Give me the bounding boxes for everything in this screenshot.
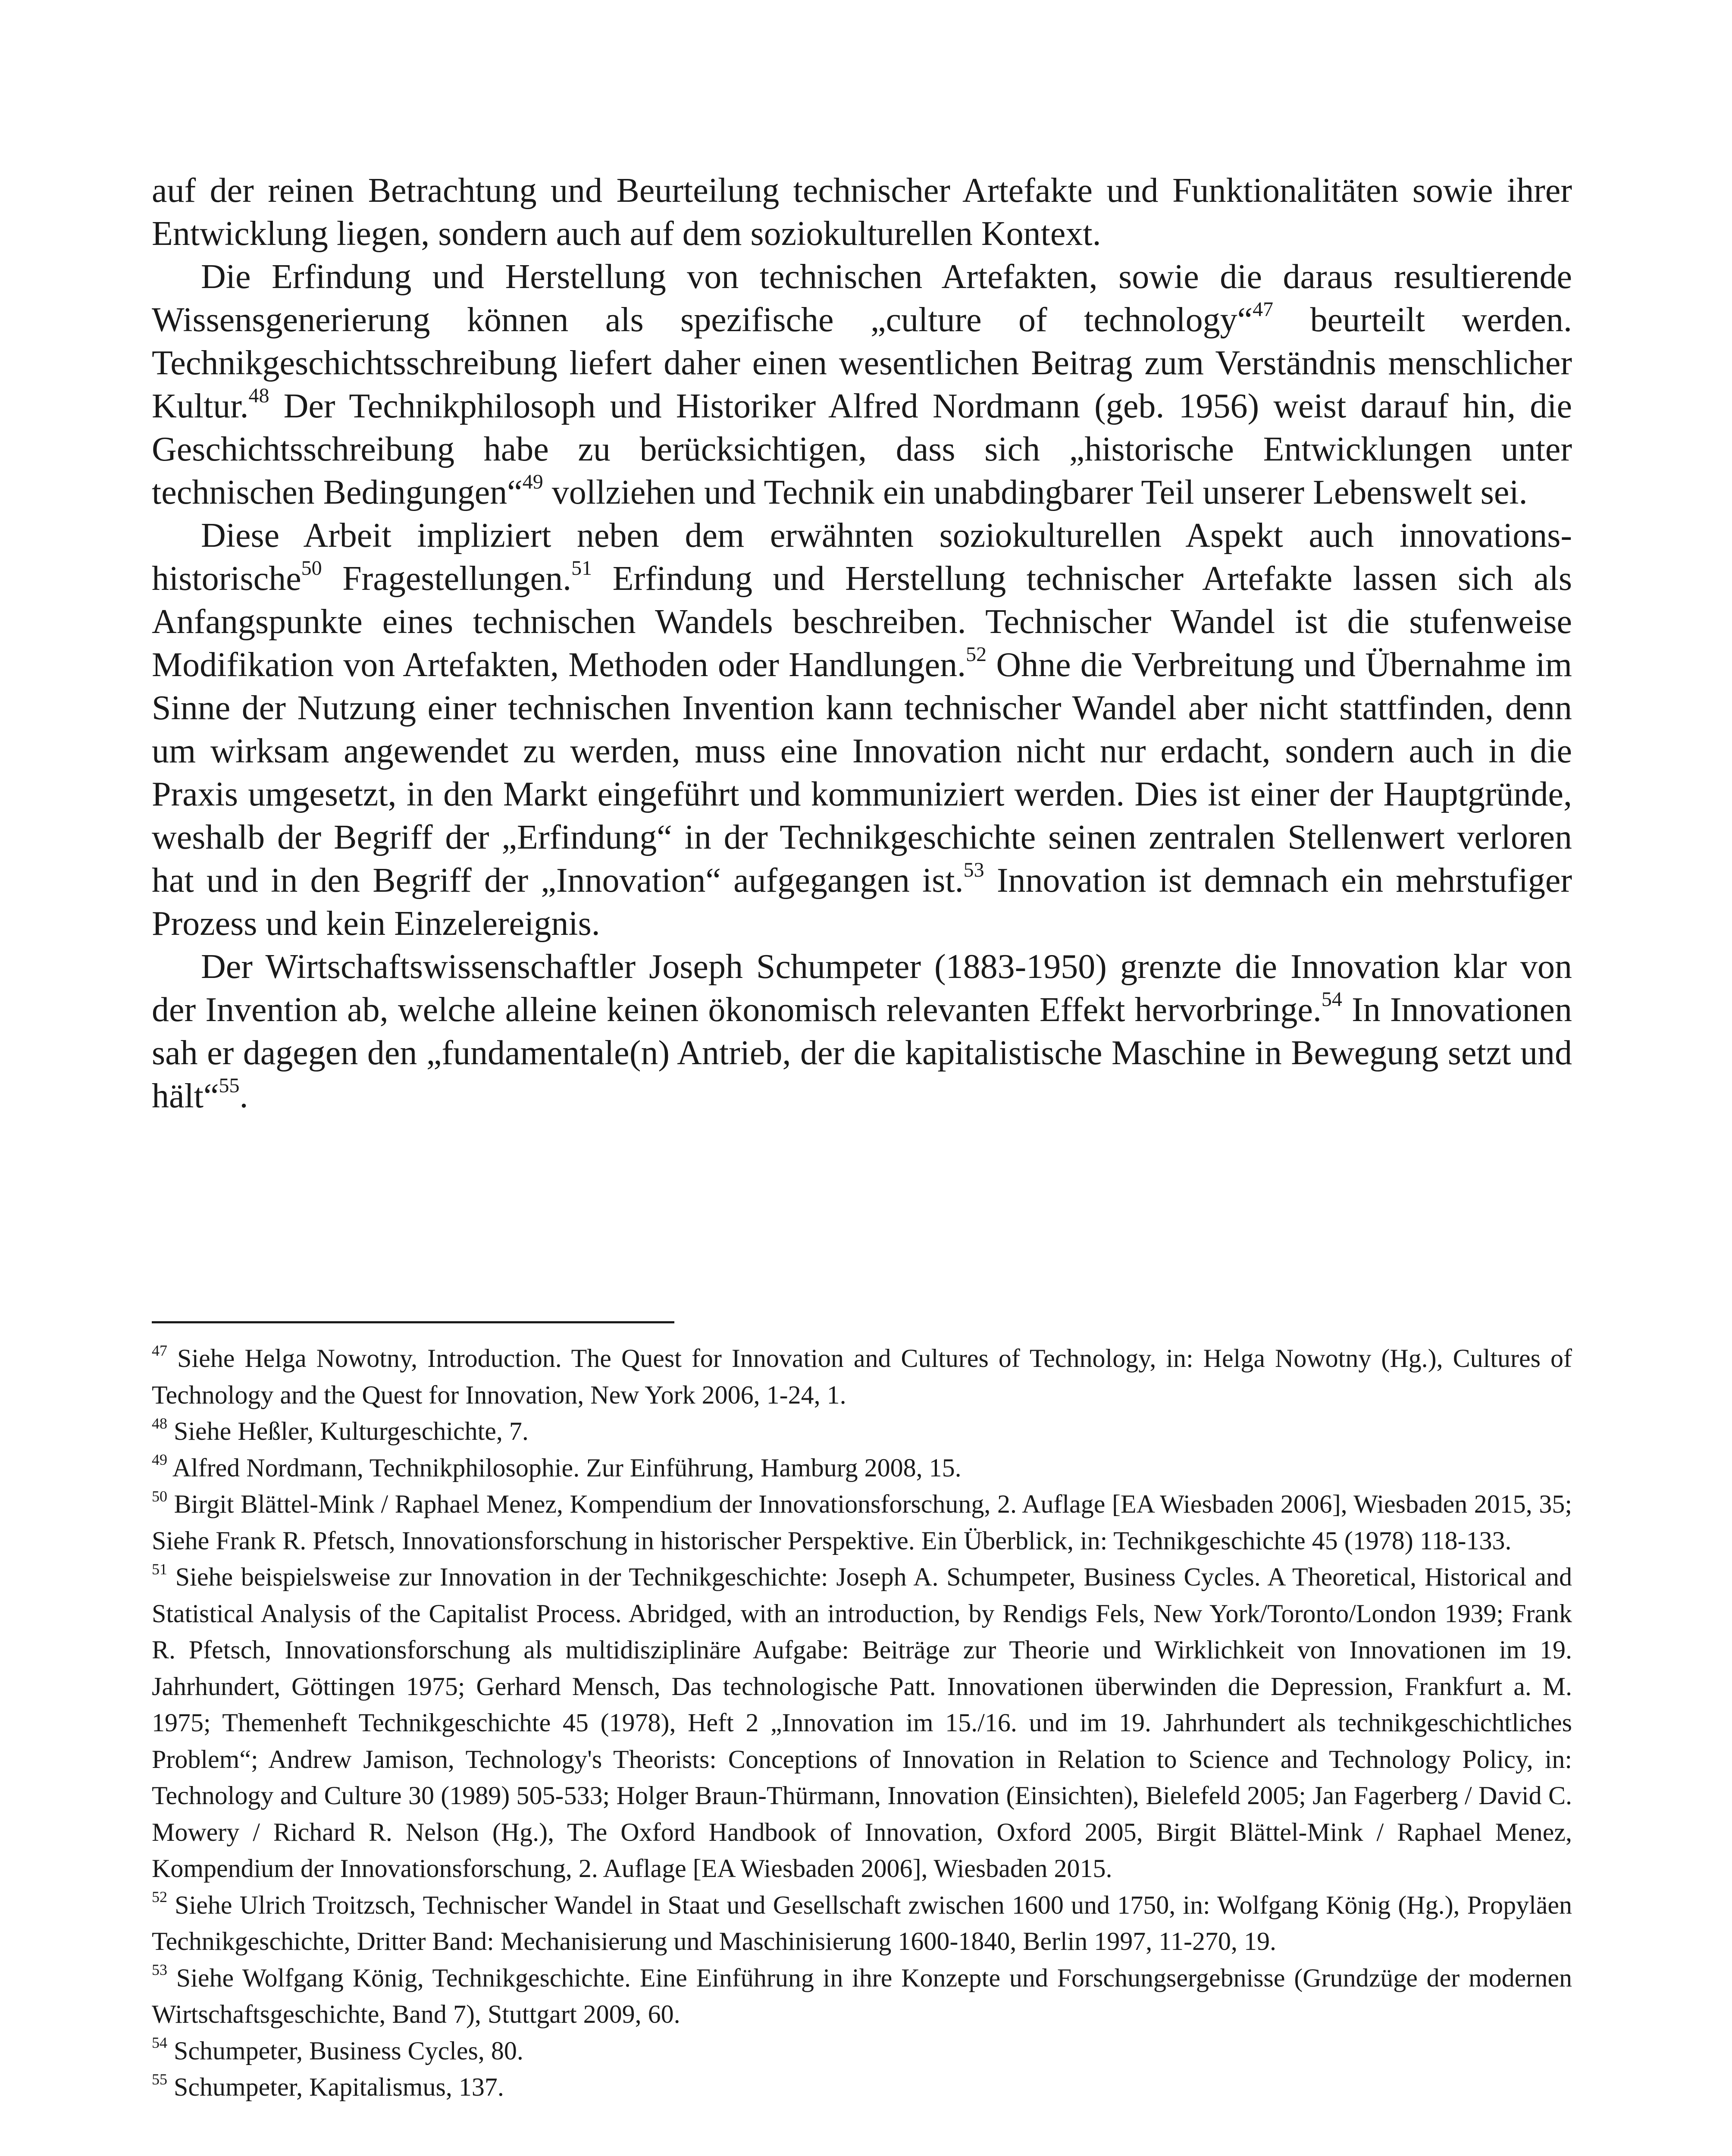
- footnote-text: Siehe Heßler, Kulturgeschichte, 7.: [167, 1417, 529, 1445]
- paragraph-text: Der Technikphilosoph und Historiker Alfred Nordmann (geb. 1956) weist darauf hin, die Geschichtsschreibung habe zu berücksichtigen, dass sich „historische Entwicklungen unter technischen Bedingungen“: [152, 387, 1572, 511]
- footnote-52: [152, 1887, 1572, 1960]
- footnote-50: [152, 1486, 1572, 1559]
- footnote-number: 50: [152, 1487, 167, 1505]
- paragraph-text: Fragestellungen.: [322, 560, 572, 598]
- footnote-number: 54: [152, 2034, 167, 2052]
- paragraph-text: .: [239, 1077, 248, 1115]
- footnote-number: 53: [152, 1961, 167, 1979]
- paragraph-2: [152, 255, 1572, 514]
- footnote-number: 47: [152, 1341, 167, 1359]
- paragraph-1: [152, 169, 1572, 255]
- paragraph-text: Erfindung und Herstellung technischer Artefakte lassen sich als Anfangspunkte eines technischen Wandels beschreiben. Technischer Wandel ist die stufenweise Modifikation von Artefakten, Methoden oder Handlungen.: [152, 560, 1572, 684]
- footnote-separator: [152, 1321, 674, 1323]
- footnote-text: Alfred Nordmann, Technikphilosophie. Zur Einführung, Hamburg 2008, 15.: [167, 1453, 962, 1482]
- footnote-48: [152, 1413, 1572, 1450]
- footnote-ref[interactable]: 55: [219, 1074, 240, 1097]
- footnote-ref[interactable]: 49: [522, 470, 543, 494]
- footnote-text: Siehe Wolfgang König, Technikgeschichte. Eine Einführung in ihre Konzepte und Forschungsergebnisse (Grundzüge der modernen Wirtschaftsgeschichte, Band 7), Stuttgart 2009, 60.: [152, 1963, 1572, 2028]
- footnote-text: Birgit Blättel-Mink / Raphael Menez, Kompendium der Innovationsforschung, 2. Auflage [EA Wiesbaden 2006], Wiesbaden 2015, 35; Siehe Frank R. Pfetsch, Innovationsforschung in historischer Perspektive. Ein Überblick, in: Technikgeschichte 45 (1978) 118-133.: [152, 1490, 1572, 1555]
- footnote-ref[interactable]: 47: [1253, 298, 1274, 321]
- footnote-47: [152, 1340, 1572, 1413]
- paragraph-text: vollziehen und Technik ein unabdingbarer Teil unserer Lebenswelt sei.: [543, 473, 1528, 511]
- paragraph-3: [152, 514, 1572, 945]
- footnote-number: 51: [152, 1560, 167, 1578]
- footnote-number: 48: [152, 1414, 167, 1432]
- footnote-55: [152, 2069, 1572, 2106]
- footnote-text: Schumpeter, Kapitalismus, 137.: [167, 2073, 504, 2101]
- footnote-ref[interactable]: 48: [248, 384, 269, 407]
- paragraph-1-text: auf der reinen Betrachtung und Beurteilung technischer Artefakte und Funktionalitäten sowie ihrer Entwicklung liegen, sondern auch auf dem soziokulturellen Kontext.: [152, 172, 1572, 253]
- paragraph-text: Innovation ist demnach ein mehrstufiger Prozess und kein Einzelereignis.: [152, 862, 1572, 943]
- footnote-51: [152, 1559, 1572, 1887]
- footnotes: [152, 1340, 1572, 2106]
- paragraph-text: Diese Arbeit impliziert neben dem erwähnten soziokulturellen Aspekt auch innovationshistorische: [152, 517, 1572, 598]
- footnote-text: Siehe Ulrich Troitzsch, Technischer Wandel in Staat und Gesellschaft zwischen 1600 und 1750, in: Wolfgang König (Hg.), Propyläen Technikgeschichte, Dritter Band: Mechanisierung und Maschinisierung 1600-1840, Berlin 1997, 11-270, 19.: [152, 1890, 1572, 1955]
- footnote-54: [152, 2033, 1572, 2069]
- footnote-ref[interactable]: 51: [571, 557, 592, 580]
- footnote-text: Siehe beispielsweise zur Innovation in der Technikgeschichte: Joseph A. Schumpeter, Business Cycles. A Theoretical, Historical and Statistical Analysis of the Capitalist Process. Abridged, with an introduction, by Rendigs Fels, New York/Toronto/London 1939; Frank R. Pfetsch, Innovationsforschung als multidisziplinäre Aufgabe: Beiträge zur Theorie und Wirklichkeit von Innovationen im 19. Jahrhundert, Göttingen 1975; Gerhard Mensch, Das technologische Patt. Innovationen überwinden die Depression, Frankfurt a. M. 1975; Themenheft Technikgeschichte 45 (1978), Heft 2 „Innovation im 15./16. und im 19. Jahrhundert als technikgeschichtliches Problem“; Andrew Jamison, Technology's Theorists: Conceptions of Innovation in Relation to Science and Technology Policy, in: Technology and Culture 30 (1989) 505-533; Holger Braun-Thürmann, Innovation (Einsichten), Bielefeld 2005; Jan Fagerberg / David C. Mowery / Richard R. Nelson (Hg.), The Oxford Handbook of Innovation, Oxford 2005, Birgit Blättel-Mink / Raphael Menez, Kompendium der Innovationsforschung, 2. Auflage [EA Wiesbaden 2006], Wiesbaden 2015.: [152, 1563, 1572, 1883]
- footnote-number: 55: [152, 2070, 167, 2088]
- footnote-text: Schumpeter, Business Cycles, 80.: [167, 2036, 523, 2065]
- paragraph-text: beurteilt werden. Technikgeschichtsschreibung liefert daher einen wesentlichen Beitrag zum Verständnis menschlicher Kultur.: [152, 301, 1572, 425]
- footnote-ref[interactable]: 50: [301, 557, 322, 580]
- footnote-53: [152, 1960, 1572, 2033]
- footnote-number: 52: [152, 1888, 167, 1906]
- footnote-ref[interactable]: 54: [1321, 988, 1342, 1011]
- footnote-text: Siehe Helga Nowotny, Introduction. The Quest for Innovation and Cultures of Technology, in: Helga Nowotny (Hg.), Cultures of Technology and the Quest for Innovation, New York 2006, 1-24, 1.: [152, 1344, 1572, 1409]
- footnote-ref[interactable]: 52: [966, 643, 987, 666]
- main-text: [152, 169, 1572, 1118]
- footnote-ref[interactable]: 53: [963, 859, 984, 882]
- footnote-49: [152, 1450, 1572, 1486]
- paragraph-text: Ohne die Verbreitung und Übernahme im Sinne der Nutzung einer technischen Invention kann technischer Wandel aber nicht stattfinden, denn um wirksam angewendet zu werden, muss eine Innovation nicht nur erdacht, sondern auch in die Praxis umgesetzt, in den Markt eingeführt und kommuniziert werden. Dies ist einer der Hauptgründe, weshalb der Begriff der „Erfindung“ in der Technikgeschichte seinen zentralen Stellenwert verloren hat und in den Begriff der „Innovation“ aufgegangen ist.: [152, 646, 1572, 899]
- paragraph-4: [152, 945, 1572, 1118]
- paragraph-text: Die Erfindung und Herstellung von technischen Artefakten, sowie die daraus resultierende Wissensgenerierung können als spezifische „culture of technology“: [152, 258, 1572, 339]
- paragraph-text: In Innovationen sah er dagegen den „fundamentale(n) Antrieb, der die kapitalistische Maschine in Bewegung setzt und hält“: [152, 991, 1572, 1115]
- footnote-number: 49: [152, 1451, 167, 1469]
- paragraph-text: Der Wirtschaftswissenschaftler Joseph Schumpeter (1883-1950) grenzte die Innovation klar von der Invention ab, welche alleine keinen ökonomisch relevanten Effekt hervorbringe.: [152, 948, 1572, 1029]
